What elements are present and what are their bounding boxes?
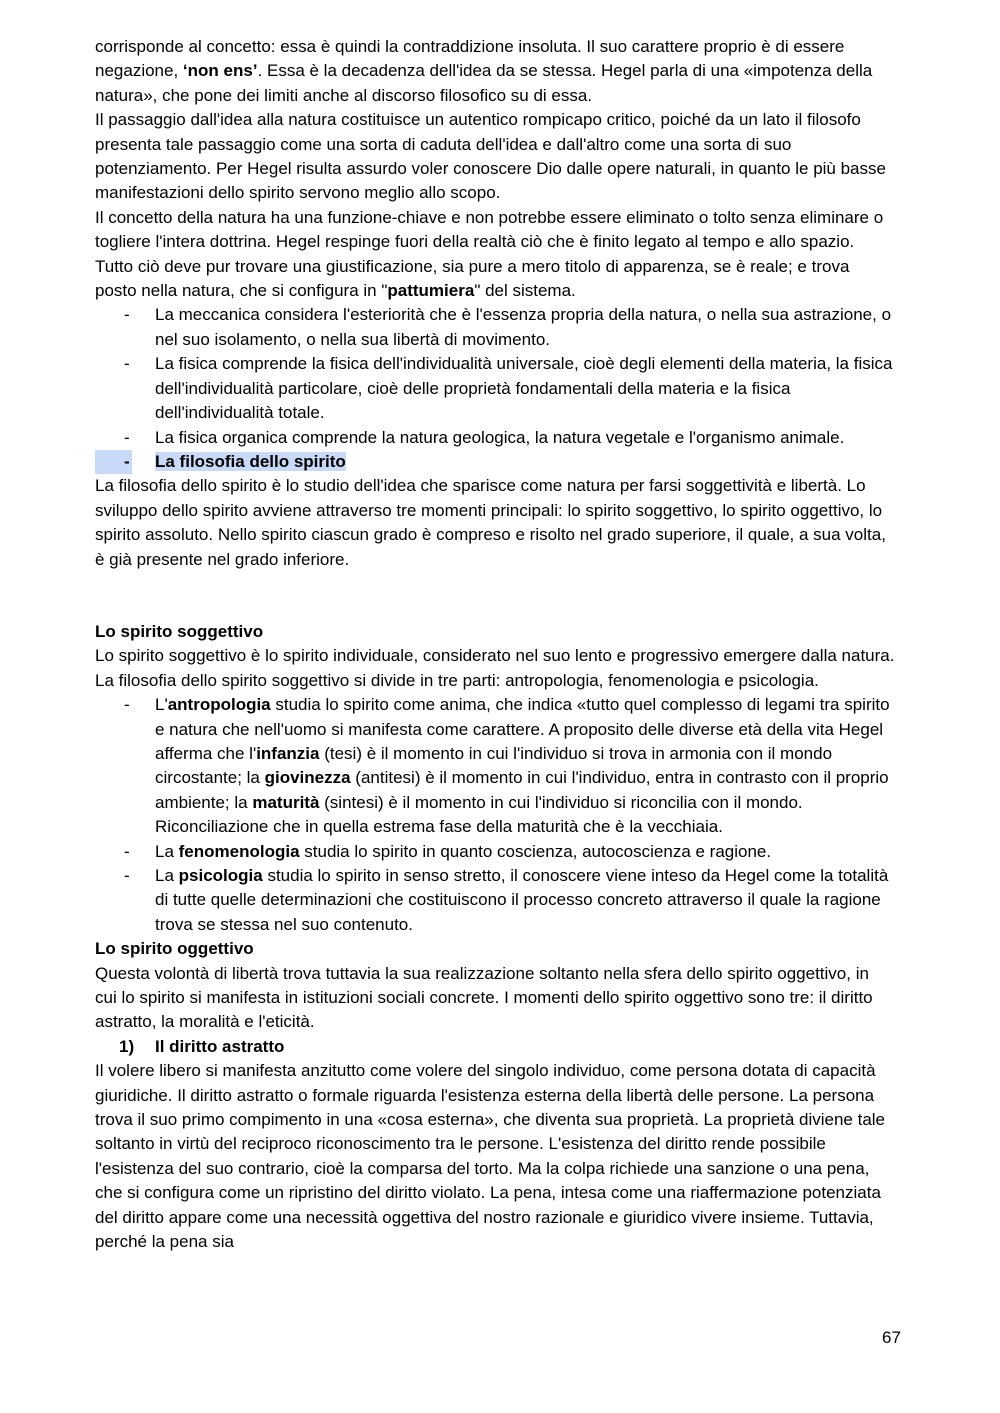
bold-term: fenomenologia	[178, 841, 300, 861]
paragraph: Il concetto della natura ha una funzione-chiave e non potrebbe essere eliminato o tolto senza eliminare o togliere l'intera dottrina. Hegel respinge fuori della realtà ciò che è finito legato al tempo e allo spazio. Tutto ciò deve pur trovare una giustificazione, sia pure a mero titolo di apparenza, se è reale; e trova posto nella natura, che si configura in "pattumiera" del sistema.	[95, 207, 884, 301]
section-heading: Lo spirito soggettivo	[95, 621, 264, 641]
paragraph: Questa volontà di libertà trova tuttavia la sua realizzazione soltanto nella sfera dello spirito oggettivo, in cui lo spirito si manifesta in istituzioni sociali concrete. I momenti dello spirito oggettivo sono tre: il diritto astratto, la moralità e l'eticità.	[95, 963, 873, 1032]
bold-term: ‘non ens’	[182, 61, 258, 81]
page-number: 67	[882, 1328, 901, 1347]
list-item: - La fisica organica comprende la natura geologica, la natura vegetale e l'organismo animale.	[95, 426, 895, 450]
number-marker: 1)	[119, 1036, 135, 1056]
bullet-marker: -	[124, 354, 130, 374]
bullet-marker: -	[124, 695, 130, 715]
highlighted-bullet-marker: -	[95, 450, 132, 474]
paragraph: corrisponde al concetto: essa è quindi la contraddizione insoluta. Il suo carattere proprio è di essere negazione, ‘non ens’. Essa è la decadenza dell'idea da se stessa. Hegel parla di una «impotenza della natura», che pone dei limiti anche al discorso filosofico su di essa.	[95, 37, 873, 105]
paragraph: Lo spirito soggettivo è lo spirito individuale, considerato nel suo lento e progressivo emergere dalla natura. La filosofia dello spirito soggettivo si divide in tre parti: antropologia, fenomenologia e psicologia.	[95, 646, 895, 690]
bullet-marker: -	[124, 866, 130, 885]
bullet-marker: -	[124, 841, 130, 861]
bold-term: pattumiera	[387, 281, 475, 301]
bullet-marker: -	[124, 305, 130, 325]
list-item: - La meccanica considera l'esteriorità che è l'essenza propria della natura, o nella sua astrazione, o nel suo isolamento, o nella sua libertà di movimento.	[95, 303, 895, 352]
document-body	[95, 35, 895, 1255]
list-item: - La fisica comprende la fisica dell'individualità universale, cioè degli elementi della materia, la fisica dell'individualità particolare, cioè delle proprietà fondamentali della materia e la fisica dell'individualità totale.	[95, 352, 895, 425]
paragraph: La filosofia dello spirito è lo studio dell'idea che sparisce come natura per farsi soggettività e libertà. Lo sviluppo dello spirito avviene attraverso tre momenti principali: lo spirito soggettivo, lo spirito oggettivo, lo spirito assoluto. Nello spirito ciascun grado è compreso e risolto nel grado superiore, il quale, a sua volta, è già presente nel grado inferiore.	[95, 476, 886, 569]
list-item-highlighted	[95, 450, 895, 474]
paragraph: Il volere libero si manifesta anzitutto come volere del singolo individuo, come persona dotata di capacità giuridiche. Il diritto astratto o formale riguarda l'esistenza esterna della libertà delle persone. La persona trova il suo primo compimento in una «cosa esterna», che diventa sua proprietà. La proprietà diviene tale soltanto in virtù del reciproco riconoscimento tra le persone. L'esistenza del diritto rende possibile l'esistenza del suo contrario, cioè la comparsa del torto. Ma la colpa richiede una sanzione o una pena, che si configura come un ripristino del diritto violato. La pena, intesa come una riaffermazione potenziata del diritto appare come una necessità oggettiva del nostro razionale e giuridico vivere insieme. Tuttavia, perché la pena sia	[95, 1061, 886, 1252]
highlighted-heading: La filosofia dello spirito	[155, 451, 346, 471]
subsection-heading: Il diritto astratto	[155, 1036, 285, 1056]
bold-term: maturità	[252, 792, 320, 812]
blank-space	[95, 572, 895, 620]
bullet-marker: -	[124, 427, 130, 447]
list-item: - La psicologia studia lo spirito in senso stretto, il conoscere viene inteso da Hegel come la totalità di tutte quelle determinazioni che costituiscono il processo concreto attraverso il quale la ragione trova se stessa nel suo contenuto.	[95, 864, 895, 937]
bullet-list	[95, 693, 895, 937]
bold-term: infanzia	[256, 743, 320, 763]
numbered-list-item	[95, 1035, 895, 1059]
bold-term: psicologia	[178, 866, 263, 885]
paragraph: Il passaggio dall'idea alla natura costituisce un autentico rompicapo critico, poiché da un lato il filosofo presenta tale passaggio come una sorta di caduta dell'idea e dall'altro come una sorta di suo potenziamento. Per Hegel risulta assurdo voler conoscere Dio dalle opere naturali, in quanto le più basse manifestazioni dello spirito servono meglio allo scopo.	[95, 110, 886, 203]
list-item: - L'antropologia studia lo spirito come anima, che indica «tutto quel complesso di legami tra spirito e natura che nell'uomo si manifesta come carattere. A proposito delle diverse età della vita Hegel afferma che l'infanzia (tesi) è il momento in cui l'individuo si trova in armonia con il mondo circostante; la giovinezza (antitesi) è il momento in cui l'individuo, entra in contrasto con il proprio ambiente; la maturità (sintesi) è il momento in cui l'individuo si riconcilia con il mondo. Riconciliazione che in quella estrema fase della maturità che è la vecchiaia.	[95, 693, 895, 839]
bold-term: antropologia	[167, 695, 271, 715]
section-heading: Lo spirito oggettivo	[95, 939, 254, 959]
list-item: - La fenomenologia studia lo spirito in quanto coscienza, autocoscienza e ragione.	[95, 840, 895, 864]
bold-term: giovinezza	[264, 768, 351, 788]
bullet-list	[95, 303, 895, 474]
